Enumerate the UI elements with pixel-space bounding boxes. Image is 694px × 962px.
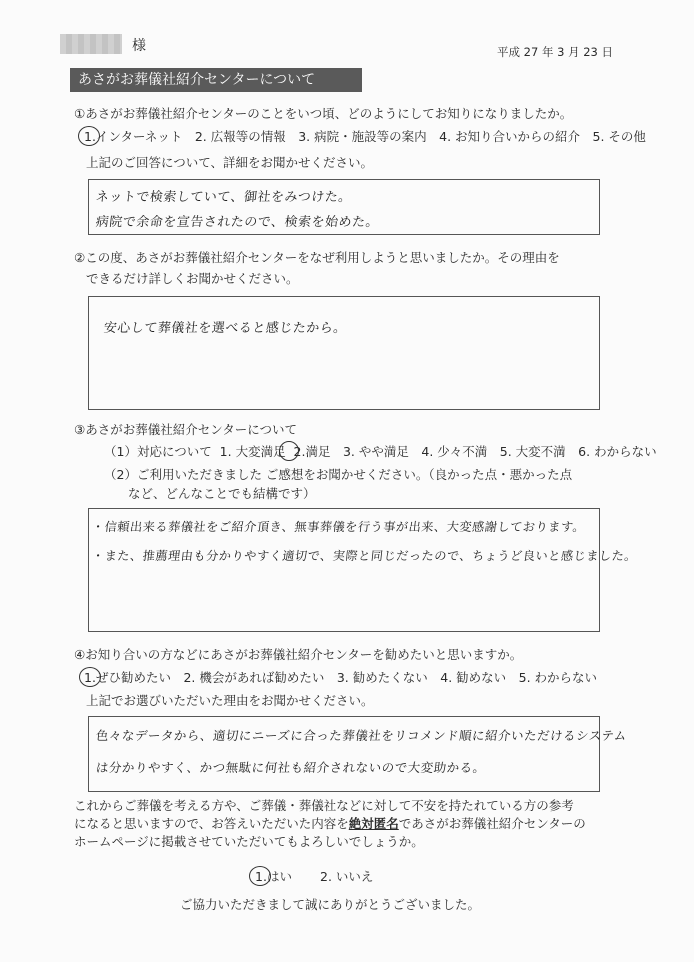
- recipient-suffix: 様: [132, 38, 146, 54]
- q3-sub2-line-1: （2）ご利用いただきました ご感想をお聞かせください。（良かった点・悪かった点: [104, 467, 573, 482]
- q1-option-1-number: 1.: [84, 129, 96, 144]
- footer-line-2-a: になると思いますので、お答えいただいた内容を: [74, 816, 349, 831]
- q2-answer-line-1: 安心して葬儀社を選べると感じたから。: [103, 321, 348, 336]
- footer-line-1: これからご葬儀を考える方や、ご葬儀・葬儀社などに対して不安を持たれている方の参考: [74, 798, 574, 813]
- q3-sub1-option-1: 1. 大変満足: [219, 444, 286, 459]
- q3-question: ③あさがお葬儀社紹介センターについて: [74, 422, 297, 437]
- q4-question: ④お知り合いの方などにあさがお葬儀社紹介センターを勧めたいと思いますか。: [74, 647, 523, 662]
- q2-question-line-2: できるだけ詳しくお聞かせください。: [86, 271, 299, 286]
- q3-sub1: [104, 444, 657, 460]
- q2-question-line-1: ②この度、あさがお葬儀社紹介センターをなぜ利用しようと思いましたか。その理由を: [74, 250, 560, 265]
- q4-options: [84, 670, 597, 686]
- q3-answer-line-2: ・また、推薦理由も分かりやすく適切で、実際と同じだったので、ちょうど良いと感じました。: [91, 549, 638, 563]
- q1-followup: 上記のご回答について、詳細をお聞かせください。: [86, 155, 374, 170]
- q1-question: ①あさがお葬儀社紹介センターのことをいつ頃、どのようにしてお知りになりましたか。: [74, 106, 573, 121]
- q1-options: [84, 129, 646, 145]
- q4-options-text: ぜひ勧めたい 2. 機会があれば勧めたい 3. 勧めたくない 4. 勧めない 5. わからない: [95, 670, 598, 685]
- recipient-name-redacted: [60, 34, 122, 54]
- document-date: 平成 27 年 3 月 23 日: [497, 45, 614, 59]
- q1-options-text: インターネット 2. 広報等の情報 3. 病院・施設等の案内 4. お知り合いからの紹介 5. その他: [95, 129, 646, 144]
- q3-sub1-option-2-number: 2.: [293, 444, 306, 459]
- footer-line-2: [74, 815, 586, 833]
- consent-no: 2. いいえ: [320, 869, 374, 884]
- q1-answer-line-2: 病院で余命を宣告されたので、検索を始めた。: [95, 215, 380, 230]
- consent-yes-number: 1.: [255, 869, 267, 884]
- consent-yes-label: はい: [266, 869, 292, 884]
- q4-answer-line-2: は分かりやすく、かつ無駄に何社も紹介されないので大変助かる。: [95, 760, 487, 775]
- survey-title: あさがお葬儀社紹介センターについて: [70, 68, 362, 92]
- q3-sub2-line-2: など、どんなことでも結構です）: [128, 486, 316, 501]
- footer-line-2-b: であさがお葬儀社紹介センターの: [398, 816, 586, 831]
- thanks-message: ご協力いただきまして誠にありがとうございました。: [180, 897, 481, 912]
- q4-option-1-number: 1.: [84, 670, 96, 685]
- consent-yes: [255, 869, 292, 885]
- q4-answer-line-1: 色々なデータから、適切にニーズに合った葬儀社をリコメンド順に紹介いただけるシステム: [95, 728, 628, 743]
- q2-answer-box: [88, 296, 600, 410]
- footer-anonymous-emphasis: 絶対匿名: [348, 816, 399, 831]
- q4-followup: 上記でお選びいただいた理由をお聞かせください。: [86, 693, 374, 708]
- footer-line-3: ホームページに掲載させていただいてもよろしいでしょうか。: [74, 834, 424, 849]
- q3-answer-line-1: ・信頼出来る葬儀社をご紹介頂き、無事葬儀を行う事が出来、大変感謝しております。: [91, 520, 587, 534]
- q3-sub1-label: （1）対応について: [104, 444, 212, 459]
- q3-sub1-options-rest: 満足 3. やや満足 4. 少々不満 5. 大変不満 6. わからない: [305, 444, 657, 459]
- q1-answer-line-1: ネットで検索していて、御社をみつけた。: [95, 190, 353, 205]
